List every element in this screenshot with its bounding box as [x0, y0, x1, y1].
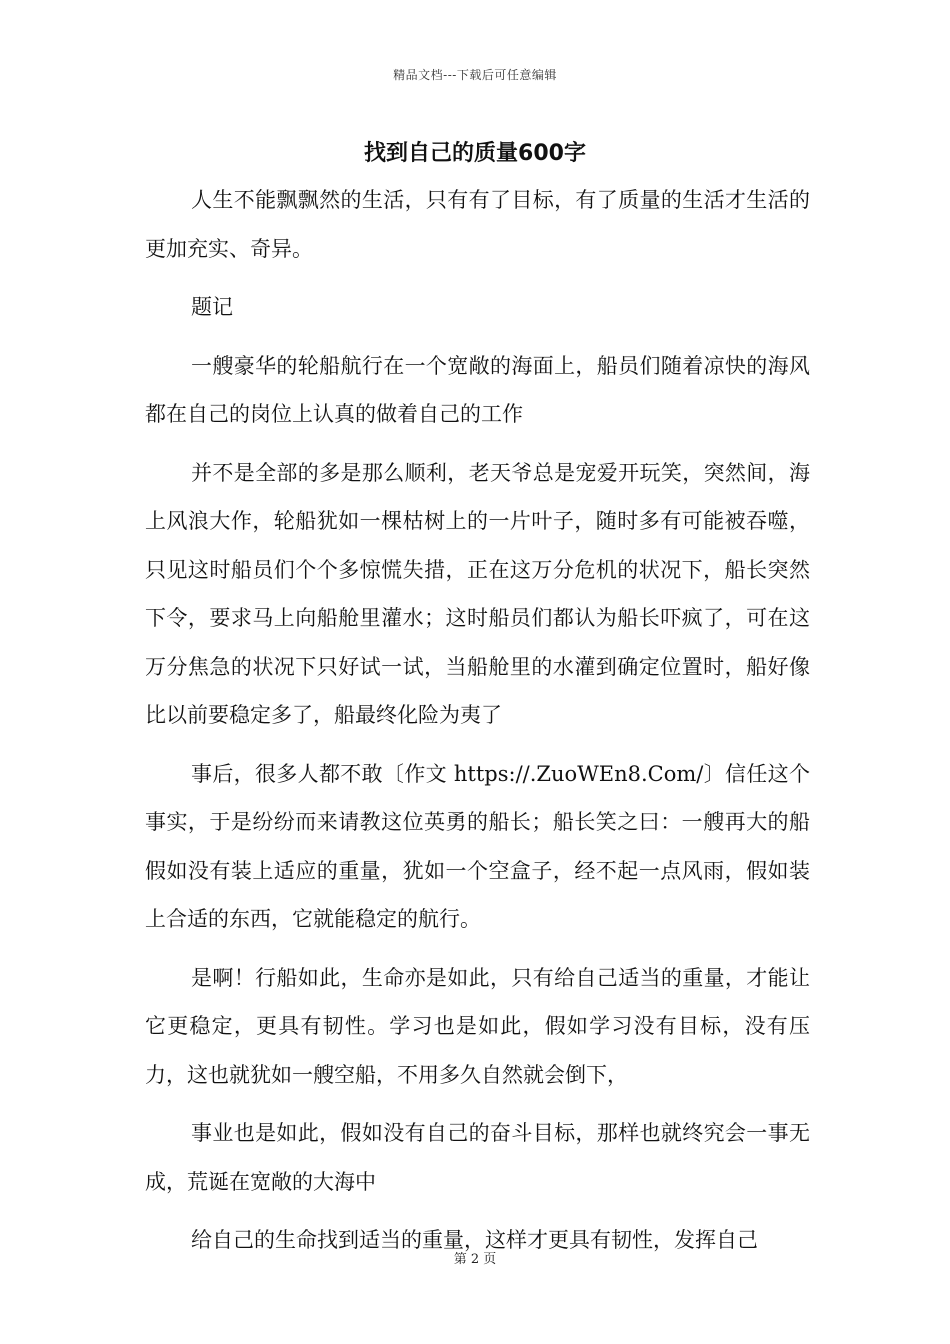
page-header: 精品文档---下载后可任意编辑 [393, 68, 557, 82]
page-number: 第 2 页 [453, 1252, 497, 1267]
paragraph: 给自己的生命找到适当的重量，这样才更具有韧性，发挥自己 [191, 1228, 758, 1252]
paragraph: 是啊！行船如此，生命亦是如此，只有给自己适当的重量，才能让它更稳定，更具有韧性。学习也是如此，假如学习没有目标，没有压力，这也就犹如一艘空船，不用多久自然就会倒下， [145, 965, 810, 1087]
paragraph: 并不是全部的多是那么顺利，老天爷总是宠爱开玩笑，突然间，海上风浪大作，轮船犹如一棵枯树上的一片叶子，随时多有可能被吞噬，只见这时船员们个个多惊慌失措，正在这万分危机的状况下，船长突然下令，要求马上向船舱里灌水；这时船员们都认为船长吓疯了，可在这万分焦急的状况下只好试一试，当船舱里的水灌到确定位置时，船好像比以前要稳定多了，船最终化险为夷了 [145, 460, 810, 727]
paragraph: 一艘豪华的轮船航行在一个宽敞的海面上，船员们随着凉快的海风都在自己的岗位上认真的做着自己的工作 [145, 353, 810, 426]
document-title: 找到自己的质量600字 [364, 141, 586, 166]
paragraph: 人生不能飘飘然的生活，只有有了目标，有了质量的生活才生活的更加充实、奇异。 [145, 188, 810, 261]
paragraph: 事业也是如此，假如没有自己的奋斗目标，那样也就终究会一事无成，荒诞在宽敞的大海中 [145, 1121, 810, 1194]
paragraph: 事后，很多人都不敢〔作文 https://.ZuoWEn8.Com/〕信任这个事实，于是纷纷而来请教这位英勇的船长；船长笑之曰：一艘再大的船假如没有装上适应的重量，犹如一个空盒子，经不起一点风雨，假如装上合适的东西，它就能稳定的航行。 [145, 761, 810, 931]
document-body [145, 176, 810, 1275]
paragraph: 题记 [191, 295, 233, 319]
